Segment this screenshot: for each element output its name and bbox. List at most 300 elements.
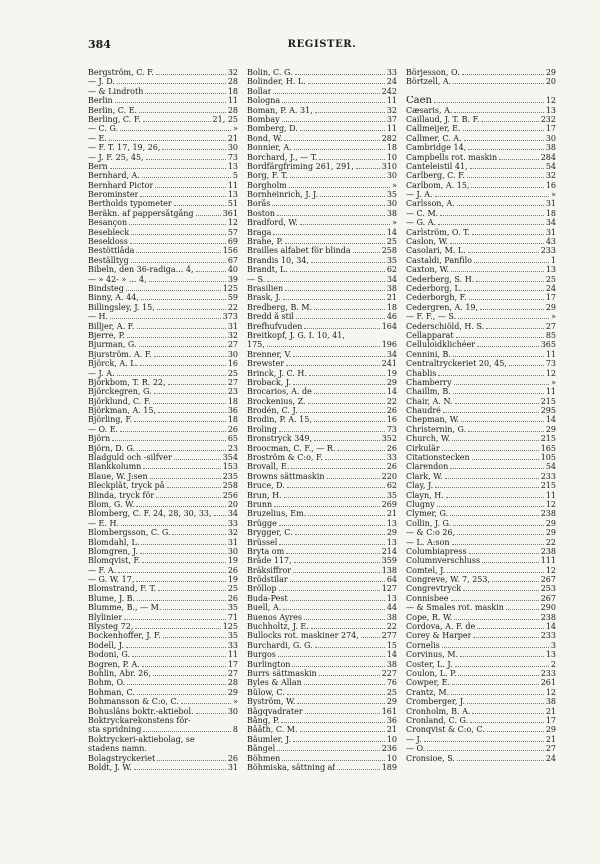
entry-page-ref: 21 [386,725,397,735]
dot-leader [442,450,539,451]
entry-page-ref: 242 [381,86,397,96]
entry-page-ref: 73 [227,152,238,162]
dot-leader [300,412,385,413]
dot-leader [499,159,539,160]
index-entry [406,256,556,265]
entry-name: Bohusläns boktr.-aktiebol. [88,706,194,716]
dot-leader [300,130,385,131]
dot-leader [287,487,385,488]
page-header [88,38,556,56]
index-entry [247,190,397,199]
dot-leader [145,93,225,94]
entry-name: Cederberg, S. H. [406,274,475,284]
entry-name: Bolin, C. G. [247,68,293,77]
index-entry [406,284,556,293]
entry-page-ref: 236 [381,744,397,754]
index-entry [88,650,238,659]
entry-name: Canteleistil 41, [406,161,468,171]
entry-name: Caillaud, J. T. B. F. [406,114,480,124]
entry-name: Bombay [247,114,280,124]
dot-leader [315,112,385,113]
entry-name: Brödstilar [247,575,288,585]
entry-name: Binny, A. 44, [88,293,139,303]
entry-page-ref: 17 [545,124,556,134]
entry-page-ref: 23 [227,443,238,453]
index-entry [88,500,238,509]
dot-leader [463,130,544,131]
entry-name: Campbells rot. maskin [406,152,498,162]
dot-leader [455,666,549,667]
entry-name: Chaudré [406,406,441,416]
dot-leader [472,234,544,235]
entry-name: Bleckplåt, tryck på [88,481,165,491]
dot-leader [120,130,231,131]
entry-name: Broström & C:o, F. [247,453,323,463]
index-entry [247,303,397,312]
entry-name: Bohlin, Abr. 26, [88,669,151,678]
entry-name: Bindsteg [88,283,124,293]
index-entry [406,660,556,669]
entry-name: Corey & Harper [406,631,472,641]
index-entry [406,68,556,77]
dot-leader [290,600,385,601]
index-entry [406,415,556,424]
index-entry [406,237,556,246]
entry-name: Clayn, H. [406,490,444,500]
entry-page-ref: 8 [232,725,238,735]
index-entry [247,688,397,697]
entry-page-ref: 38 [386,283,397,293]
index-entry [406,575,556,584]
entry-name: Brask, J. [247,293,281,303]
index-entry [406,115,556,124]
entry-page-ref: 13 [386,593,397,603]
dot-leader [446,497,544,498]
index-entry [88,340,238,349]
entry-name: — E. [88,133,107,143]
index-entry [88,678,238,687]
entry-page-ref: 290 [540,603,556,613]
entry-page-ref: 21 [386,293,397,303]
dot-leader [120,431,226,432]
entry-page-ref: 30 [386,171,397,181]
index-entry [406,566,556,575]
entry-name: Clugny [406,499,435,509]
entry-page-ref: 26 [227,565,238,575]
entry-name: Bond, W. [247,133,283,143]
index-entry [406,462,556,471]
dot-leader [279,544,384,545]
entry-name: Burrs sättmaskin [247,669,317,678]
entry-page-ref: 235 [222,471,238,481]
dot-leader [311,262,385,263]
entry-name: Brocarios, A. de [247,387,312,397]
index-entry [247,106,397,115]
entry-name: Blomdahl, L. [88,537,140,547]
entry-page-ref: 11 [227,180,238,190]
entry-page-ref: 165 [540,443,556,453]
dot-leader [149,281,226,282]
entry-page-ref: 29 [545,68,556,77]
entry-name: Bullocks rot. maskiner 274, [247,631,359,641]
entry-name: Berlin [88,96,113,106]
entry-name: Bräde 117, [247,556,292,566]
dot-leader [470,168,544,169]
index-entry [406,707,556,716]
dot-leader [283,609,385,610]
dot-leader [150,478,221,479]
entry-name: Church, W. [406,434,451,444]
index-entry [406,209,556,218]
entry-page-ref: 258 [381,246,397,256]
index-entry [88,124,238,133]
entry-name: Bestöttlåda [88,246,135,256]
index-entry [406,87,556,96]
entry-page-ref: 31 [227,537,238,547]
entry-name: Bronstryck 349, [247,434,313,444]
index-entry [88,716,238,725]
entry-name: Bohmansson & C:o, C. [88,697,179,707]
index-entry [406,340,556,349]
dot-leader [130,243,226,244]
index-entry [406,96,556,105]
entry-name: — F. T. 17, 19, 26, [88,143,161,153]
entry-page-ref: 12 [545,565,556,575]
entry-page-ref: 105 [540,453,556,463]
dot-leader [127,337,226,338]
dot-leader [153,675,226,676]
entry-page-ref: 295 [540,406,556,416]
entry-page-ref: 282 [381,133,397,143]
entry-name: Cronland, C. G. [406,715,469,725]
index-entry [88,387,238,396]
entry-name: Columnverschluss [406,556,481,566]
entry-name: Cronsioe, S. [406,753,455,763]
index-entry [406,472,556,481]
entry-page-ref: 43 [545,237,556,247]
entry-name: Burchardi, G. G. [247,640,313,650]
entry-page-ref: 16 [227,359,238,369]
dot-leader [281,722,385,723]
index-entry [247,547,397,556]
entry-page-ref: 20 [227,499,238,509]
entry-name: Broback, J. [247,377,291,387]
entry-page-ref: 22 [545,537,556,547]
entry-name: Bordfärgfriming 261, 291, [247,161,354,171]
entry-name: Celluloidklichéer [406,340,476,350]
entry-page-ref: 26 [227,424,238,434]
entry-page-ref: 85 [545,330,556,340]
index-entry [247,284,397,293]
entry-name: — E. H. [88,518,119,528]
entry-name: Berlin, C. E. [88,105,138,115]
index-entry [406,735,556,744]
index-entry [247,322,397,331]
index-entry [406,77,556,86]
entry-name: Bogren, P. A. [88,659,140,669]
dot-leader [143,468,220,469]
index-entry [247,584,397,593]
dot-leader [450,243,544,244]
dot-leader [284,497,385,498]
dot-leader [137,450,226,451]
entry-page-ref: 27 [545,321,556,331]
entry-name: Clymer, G. [406,509,449,519]
dot-leader [196,271,226,272]
entry-page-ref: 232 [540,114,556,124]
index-entry [247,707,397,716]
entry-page-ref: 267 [540,575,556,585]
dot-leader [174,459,221,460]
index-entry [406,697,556,706]
index-entry [406,153,556,162]
index-entry [247,350,397,359]
dot-leader [314,440,380,441]
entry-name: Cæsaris, A. [406,105,453,115]
entry-page-ref: 26 [386,443,397,453]
dot-leader [442,647,549,648]
index-entry [247,331,397,340]
dot-leader [127,684,226,685]
entry-page-ref: 11 [227,650,238,660]
entry-name: Comtel, J. [406,565,446,575]
entry-name: Brailles alfabet för blinda [247,246,351,256]
index-entry [247,275,397,284]
dot-leader [468,431,544,432]
index-entry [88,331,238,340]
dot-leader [473,637,538,638]
dot-leader [140,365,226,366]
entry-name: Bernhard Pictor [88,180,154,190]
index-entry [247,716,397,725]
entry-page-ref: 17 [545,293,556,303]
entry-page-ref: 156 [222,246,238,256]
entry-page-ref: 13 [227,190,238,200]
entry-name: Brodén, C. J. [247,406,298,416]
dot-leader [452,440,538,441]
entry-name: Castaldi, Panfilo [406,255,472,265]
entry-page-ref: 30 [386,199,397,209]
entry-name: Bryta om [247,546,285,556]
entry-name: Blomberg, C. F. 24, 28, 30, 33, [88,509,212,519]
register-page [88,38,556,772]
index-entry [247,660,397,669]
entry-name: Brunn [247,499,273,509]
entry-name: Cowper, E. [406,678,451,688]
dot-leader [308,403,385,404]
dot-leader [337,450,384,451]
entry-name: Bruzelius, Em. [247,509,307,519]
dot-leader [445,478,539,479]
dot-leader [158,590,226,591]
entry-name: Blaue, W. J:sen [88,471,148,481]
index-entry [88,199,238,208]
dot-leader [154,393,226,394]
entry-page-ref: 31 [227,321,238,331]
entry-name: Bodell, J. [88,640,124,650]
entry-name: — & Smales rot. maskin [406,603,504,613]
entry-page-ref: 25 [386,237,397,247]
entry-name: Borchard, J., — T. [247,152,318,162]
index-entry [406,744,556,753]
dot-leader [142,666,226,667]
entry-page-ref: 14 [386,650,397,660]
entry-page-ref: 13 [545,265,556,275]
dot-leader [143,121,211,122]
dot-leader [452,684,539,685]
index-entry [88,725,238,734]
index-entry [247,453,397,462]
entry-name: Christernin, G. [406,424,467,434]
dot-leader [163,637,226,638]
index-entry [406,265,556,274]
index-entry [247,378,397,387]
dot-leader [267,346,380,347]
entry-page-ref: 1 [550,255,556,265]
dot-leader [296,318,385,319]
entry-page-ref: 19 [227,575,238,585]
index-entry [247,153,397,162]
index-entry [406,528,556,537]
index-entry [406,725,556,734]
entry-name: Byles & Allan [247,678,302,688]
entry-name: Brodin, P. A. 15, [247,415,312,425]
entry-name: Boman, P. A. 31, [247,105,313,115]
entry-name: Blomgren, J. [88,546,138,556]
entry-name: Bäumler, J. [247,734,291,744]
entry-name: Besançon [88,218,128,228]
entry-page-ref: 65 [227,434,238,444]
dot-leader [486,328,544,329]
dot-leader [214,515,226,516]
entry-name: Blume, J. B. [88,593,136,603]
entry-page-ref: 27 [227,340,238,350]
entry-name: Browns sättmaskin [247,471,325,481]
dot-leader [325,459,385,460]
entry-name: — J. F. 25, 45, [88,152,144,162]
entry-name: Carlberg, C. F. [406,171,465,181]
index-entry [406,322,556,331]
index-entry [247,763,397,772]
dot-leader [124,619,225,620]
dot-leader [272,205,384,206]
dot-leader [295,534,385,535]
index-entry [406,350,556,359]
index-entry [247,134,397,143]
entry-name: Bibeln, den 36-radiga... 4, [88,265,194,275]
entry-name: Böhmen [247,753,281,763]
entry-page-ref: 33 [386,68,397,77]
entry-name: Bomberg, D. [247,124,298,134]
dot-leader [293,384,385,385]
entry-page-ref: 233 [540,471,556,481]
index-entry [247,96,397,105]
index-entry [406,538,556,547]
index-entry [247,500,397,509]
entry-page-ref: 44 [386,603,397,613]
dot-leader [492,581,539,582]
entry-page-ref: 12 [545,687,556,697]
dot-leader [453,525,544,526]
dot-leader [300,731,385,732]
entry-page-ref: 34 [545,218,556,228]
index-entry [88,265,238,274]
dot-leader [308,83,385,84]
dot-leader [162,149,225,150]
index-entry [247,246,397,255]
entry-page-ref: 13 [227,161,238,171]
entry-page-ref: 18 [227,415,238,425]
index-entry [247,359,397,368]
dot-leader [118,572,226,573]
dot-leader [168,384,226,385]
dot-leader [311,628,385,629]
entry-page-ref: 233 [540,669,556,678]
entry-page-ref: » [233,124,238,134]
entry-page-ref: 25 [545,274,556,284]
entry-name: Cennini, B. [406,349,451,359]
dot-leader [291,468,384,469]
entry-name: — S. [247,274,266,284]
page-title: REGISTER. [287,39,357,50]
index-entry [247,462,397,471]
dot-leader [110,168,226,169]
index-entry [88,584,238,593]
index-entry [88,115,238,124]
dot-leader [115,102,226,103]
dot-leader [315,647,385,648]
dot-leader [464,290,543,291]
dot-leader [451,694,544,695]
index-entry [247,293,397,302]
index-columns [88,68,556,772]
dot-leader [117,375,226,376]
dot-leader [304,328,379,329]
dot-leader [285,243,385,244]
entry-page-ref: 361 [222,208,238,218]
entry-page-ref: 11 [545,490,556,500]
dot-leader [109,140,226,141]
index-entry [88,77,238,86]
entry-page-ref: 189 [381,762,397,772]
dot-leader [319,159,384,160]
entry-name: Cronholm, B. A. [406,706,471,716]
index-entry [406,275,556,284]
entry-name: Columbiapress [406,546,467,556]
entry-name: Bonnier, A. [247,143,292,153]
entry-page-ref: 38 [545,697,556,707]
dot-leader [456,337,544,338]
index-entry [88,106,238,115]
dot-leader [117,83,226,84]
dot-leader [457,760,544,761]
dot-leader [319,675,380,676]
index-entry [406,406,556,415]
entry-name: Bornheinrich, J. J. [247,190,319,200]
index-entry [88,528,238,537]
entry-page-ref: 69 [227,237,238,247]
entry-page-ref: 27 [227,669,238,678]
index-entry [88,444,238,453]
entry-page-ref: 73 [545,359,556,369]
index-entry [88,688,238,697]
entry-name: Boktryckarekonstens för- [88,715,191,725]
index-entry [406,603,556,612]
index-entry [88,660,238,669]
dot-leader [461,421,544,422]
dot-leader [132,656,226,657]
entry-name: — C. M. [406,208,439,218]
